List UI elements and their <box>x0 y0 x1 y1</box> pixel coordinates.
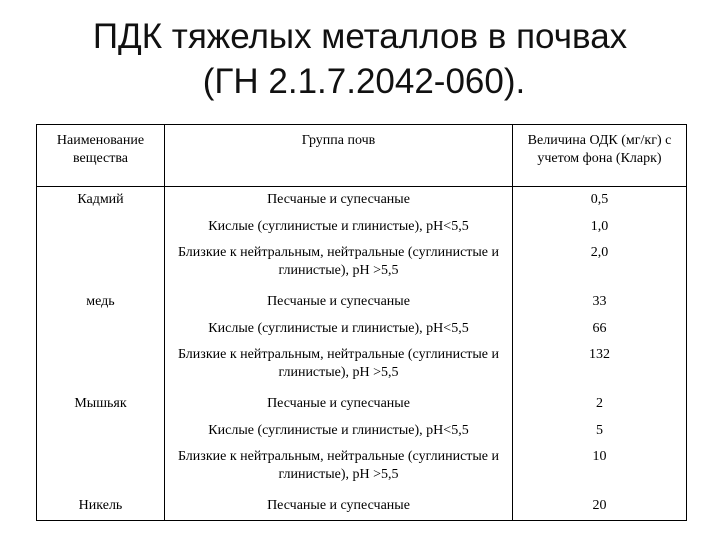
substance-name-empty <box>37 316 165 343</box>
pdk-table <box>36 124 687 521</box>
substance-name-empty <box>37 343 165 391</box>
table-row <box>37 493 687 521</box>
soil-group-cell: Близкие к нейтральным, нейтральные (суглинистые и глинистые), рН >5,5 <box>165 343 513 391</box>
odk-value-cell: 132 <box>513 343 687 391</box>
soil-group-cell: Кислые (суглинистые и глинистые), рН<5,5 <box>165 316 513 343</box>
substance-name: Кадмий <box>37 187 165 215</box>
substance-name-empty <box>37 214 165 241</box>
table-header-row <box>37 125 687 187</box>
table-row <box>37 214 687 241</box>
odk-value-cell: 33 <box>513 289 687 316</box>
header-odk-value: Величина ОДК (мг/кг) с учетом фона (Кларк) <box>513 125 687 187</box>
odk-value-cell: 2 <box>513 391 687 418</box>
table-row <box>37 289 687 316</box>
soil-group-cell: Песчаные и супесчаные <box>165 289 513 316</box>
substance-name-empty <box>37 241 165 289</box>
substance-name-empty <box>37 418 165 445</box>
table-row <box>37 391 687 418</box>
soil-group-cell: Кислые (суглинистые и глинистые), рН<5,5 <box>165 214 513 241</box>
odk-value-cell: 10 <box>513 445 687 493</box>
table-row <box>37 418 687 445</box>
table-row <box>37 343 687 391</box>
soil-group-cell: Песчаные и супесчаные <box>165 187 513 215</box>
odk-value-cell: 1,0 <box>513 214 687 241</box>
table-row <box>37 241 687 289</box>
table-row <box>37 187 687 215</box>
soil-group-cell: Песчаные и супесчаные <box>165 391 513 418</box>
header-soil-group: Группа почв <box>165 125 513 187</box>
soil-group-cell: Близкие к нейтральным, нейтральные (суглинистые и глинистые), рН >5,5 <box>165 241 513 289</box>
slide-title-line-1: ПДК тяжелых металлов в почвах <box>92 17 628 56</box>
substance-name: медь <box>37 289 165 316</box>
odk-value-cell: 0,5 <box>513 187 687 215</box>
header-substance: Наименование вещества <box>37 125 165 187</box>
soil-group-cell: Кислые (суглинистые и глинистые), рН<5,5 <box>165 418 513 445</box>
odk-value-cell: 66 <box>513 316 687 343</box>
substance-name-empty <box>37 445 165 493</box>
odk-value-cell: 5 <box>513 418 687 445</box>
slide-title <box>0 14 720 104</box>
odk-value-cell: 2,0 <box>513 241 687 289</box>
table-row <box>37 316 687 343</box>
substance-name: Никель <box>37 493 165 521</box>
substance-name: Мышьяк <box>37 391 165 418</box>
soil-group-cell: Близкие к нейтральным, нейтральные (суглинистые и глинистые), рН >5,5 <box>165 445 513 493</box>
odk-value-cell: 20 <box>513 493 687 521</box>
soil-group-cell: Песчаные и супесчаные <box>165 493 513 521</box>
slide-title-line-2: (ГН 2.1.7.2042-060). <box>202 62 526 101</box>
table-row <box>37 445 687 493</box>
